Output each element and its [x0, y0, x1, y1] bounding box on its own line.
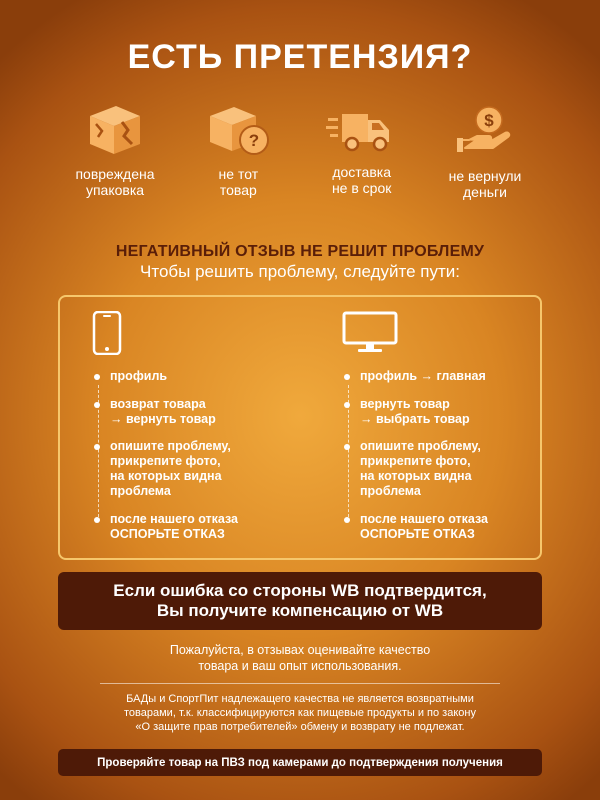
- issue-money-not-returned: [425, 104, 545, 200]
- issue-late-delivery: [302, 104, 422, 200]
- desktop-step-list: [342, 369, 542, 542]
- divider: [100, 683, 500, 684]
- page-title: ЕСТЬ ПРЕТЕНЗИЯ?: [127, 38, 473, 76]
- issue-label: повреждена упаковка: [75, 166, 155, 198]
- supplements-disclaimer: БАДы и СпортПит надлежащего качества не является возвратными товарами, т.к. классифицируются как пищевые продукты и по закону «О защите прав потребителей» обмену и возврату не подлежат.: [124, 693, 476, 733]
- follow-path-subtitle: Чтобы решить проблему, следуйте пути:: [140, 262, 460, 281]
- desktop-step: вернуть товар → выбрать товар: [342, 397, 542, 427]
- review-request-text: Пожалуйста, в отзывах оценивайте качество товара и ваш опыт использования.: [169, 643, 431, 673]
- mobile-step: опишите проблему, прикрепите фото, на которых видна проблема: [92, 439, 292, 499]
- smartphone-icon: [92, 311, 122, 355]
- delivery-truck-icon: [326, 104, 398, 154]
- svg-text:$: $: [484, 111, 494, 130]
- mobile-steps-column: [92, 311, 292, 542]
- mobile-step: после нашего отказа ОСПОРЬТЕ ОТКАЗ: [92, 512, 292, 542]
- issue-label: доставка не в срок: [331, 164, 392, 196]
- check-at-pickup-banner: Проверяйте товар на ПВЗ под камерами до подтверждения получения: [58, 749, 542, 776]
- monitor-icon: [342, 311, 398, 355]
- desktop-step: после нашего отказа ОСПОРЬТЕ ОТКАЗ: [342, 512, 542, 542]
- desktop-step: профиль → главная: [342, 369, 542, 384]
- mobile-step: возврат товара → вернуть товар: [92, 397, 292, 427]
- mobile-step-list: [92, 369, 292, 542]
- issue-label: не тот товар: [218, 166, 259, 198]
- negative-review-heading: НЕГАТИВНЫЙ ОТЗЫВ НЕ РЕШИТ ПРОБЛЕМУ: [115, 243, 485, 260]
- wb-compensation-banner: Если ошибка со стороны WB подтвердится, Вы получите компенсацию от WB: [58, 572, 542, 630]
- box-question-icon: [206, 104, 270, 156]
- return-steps-box: [58, 295, 542, 560]
- issues-row: [55, 104, 545, 200]
- damaged-box-icon: [86, 104, 144, 156]
- issue-damaged-packaging: [55, 104, 175, 200]
- mobile-step: профиль: [92, 369, 292, 384]
- desktop-steps-column: [342, 311, 542, 542]
- money-hand-icon: [455, 104, 515, 158]
- svg-text:?: ?: [249, 131, 260, 150]
- desktop-step: опишите проблему, прикрепите фото, на которых видна проблема: [342, 439, 542, 499]
- issue-wrong-item: [178, 104, 298, 200]
- issue-label: не вернули деньги: [448, 168, 522, 200]
